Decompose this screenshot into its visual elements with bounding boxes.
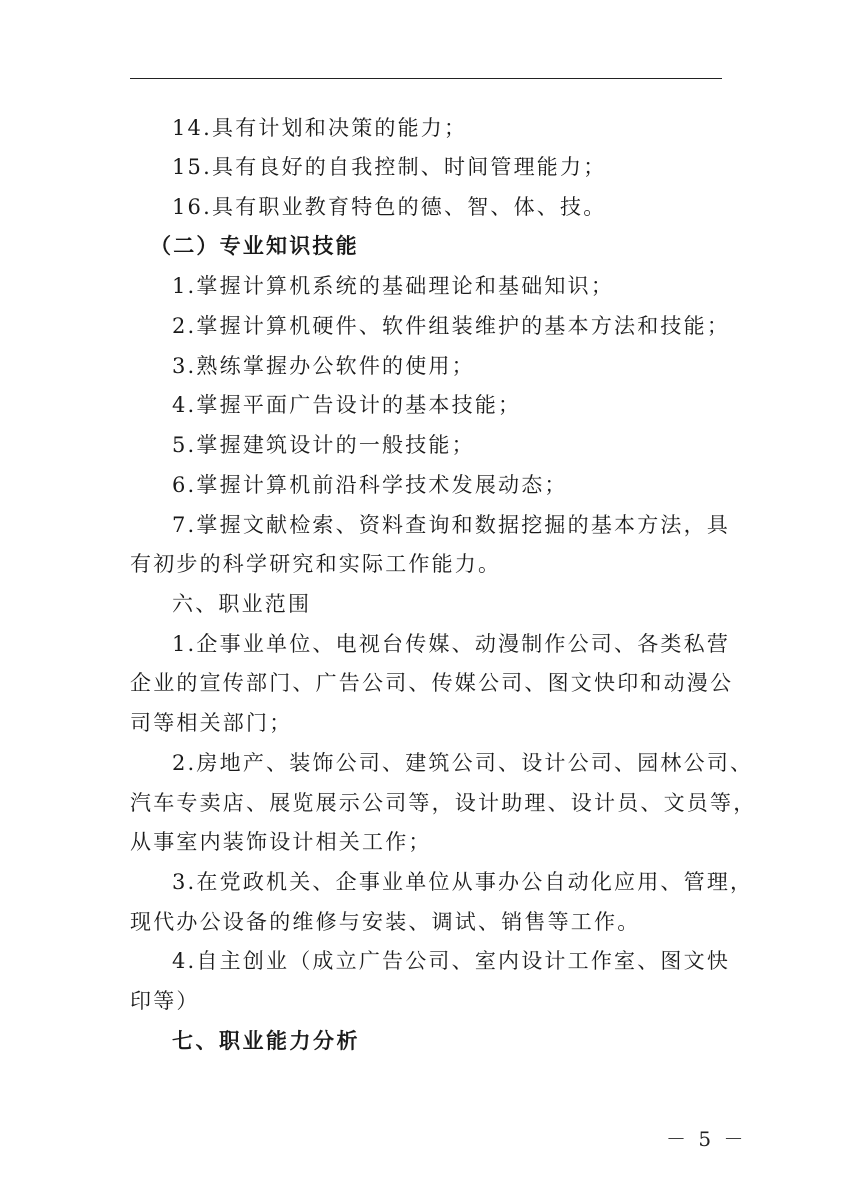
- list-item: 3.在党政机关、企事业单位从事办公自动化应用、管理，: [172, 870, 754, 894]
- list-item: 1.企事业单位、电视台传媒、动漫制作公司、各类私营: [172, 632, 731, 656]
- list-item: 6.掌握计算机前沿科学技术发展动态；: [172, 473, 568, 497]
- list-item-continuation: 汽车专卖店、展览展示公司等，设计助理、设计员、文员等，: [130, 791, 757, 815]
- list-item: 16.具有职业教育特色的德、智、体、技。: [172, 195, 607, 219]
- list-item: 5.掌握建筑设计的一般技能；: [172, 433, 475, 457]
- list-item-continuation: 司等相关部门；: [130, 711, 293, 735]
- list-item: 3.熟练掌握办公软件的使用；: [172, 354, 475, 378]
- list-item: 14.具有计划和决策的能力；: [172, 116, 468, 140]
- section-heading-scope: 六、职业范围: [172, 592, 312, 616]
- list-item-continuation: 从事室内装饰设计相关工作；: [130, 830, 432, 854]
- list-item: 4.掌握平面广告设计的基本技能；: [172, 393, 522, 417]
- list-item-continuation: 有初步的科学研究和实际工作能力。: [130, 552, 502, 576]
- section-heading-knowledge: （二）专业知识技能: [150, 234, 359, 258]
- section-heading-ability: 七、职业能力分析: [172, 1029, 360, 1053]
- list-item: 15.具有良好的自我控制、时间管理能力；: [172, 155, 607, 179]
- header-rule: [130, 78, 722, 79]
- list-item-continuation: 印等）: [130, 989, 200, 1013]
- page-number: － 5 －: [666, 1127, 747, 1151]
- list-item-continuation: 现代办公设备的维修与安装、调试、销售等工作。: [130, 910, 641, 934]
- list-item-continuation: 企业的宣传部门、广告公司、传媒公司、图文快印和动漫公: [130, 671, 734, 695]
- list-item: 2.房地产、装饰公司、建筑公司、设计公司、园林公司、: [172, 751, 754, 775]
- list-item: 7.掌握文献检索、资料查询和数据挖掘的基本方法，具: [172, 513, 731, 537]
- list-item: 1.掌握计算机系统的基础理论和基础知识；: [172, 274, 615, 298]
- list-item: 2.掌握计算机硬件、软件组装维护的基本方法和技能；: [172, 314, 731, 338]
- list-item: 4.自主创业（成立广告公司、室内设计工作室、图文快: [172, 949, 731, 973]
